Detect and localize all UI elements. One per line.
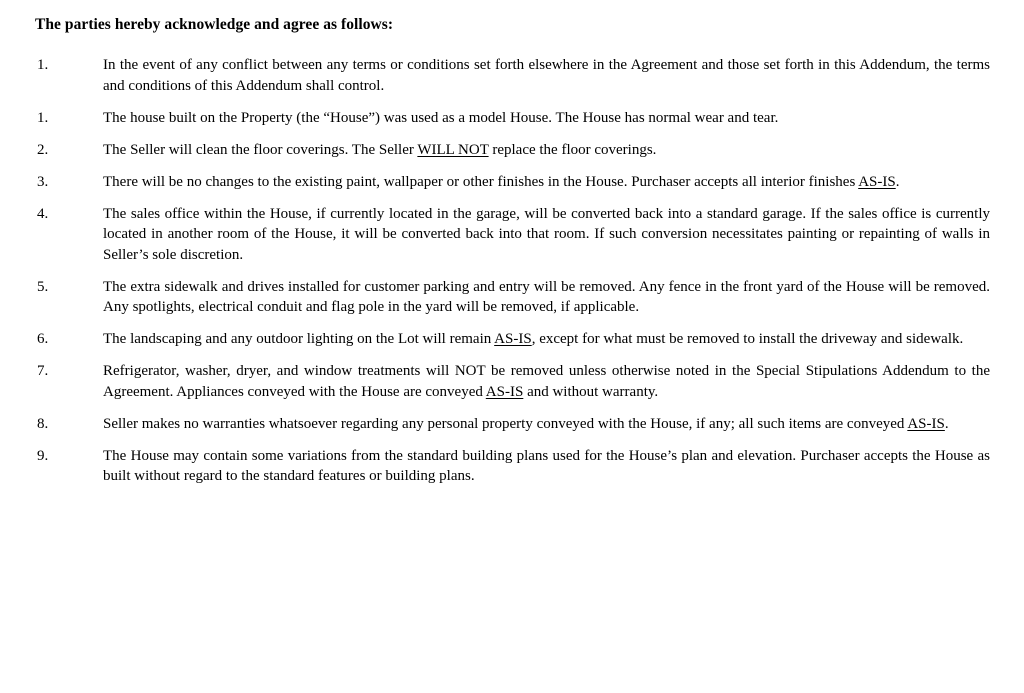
clause-number: 2.	[37, 141, 49, 158]
clause-list	[0, 55, 1024, 498]
clause-text: The House may contain some variations from the standard building plans used for the House’s plan and elevation. Purchaser accepts the House as built without regard to the standard features or building plans.	[103, 447, 990, 484]
clause-item	[0, 55, 1024, 96]
clause-text: The sales office within the House, if currently located in the garage, will be converted back into a standard garage. If the sales office is currently located in another room of the House, it will be converted back into that room. If such conversion necessitates painting or repainting of walls in Seller’s sole discretion.	[103, 205, 990, 263]
clause-text: The landscaping and any outdoor lighting on the Lot will remain AS-IS, except for what must be removed to install the driveway and sidewalk.	[103, 331, 964, 347]
clause-text: Seller makes no warranties whatsoever regarding any personal property conveyed with the House, if any; all such items are conveyed AS-IS.	[103, 415, 949, 432]
clause-number: 7.	[37, 363, 49, 379]
clause-item	[0, 140, 1024, 161]
clause-text: Refrigerator, washer, dryer, and window treatments will NOT be removed unless otherwise noted in the Special Stipulations Addendum to the Agreement. Appliances conveyed with the House are conveyed AS-IS and without warranty.	[103, 363, 990, 400]
clause-number: 5.	[37, 278, 49, 295]
clause-text: The house built on the Property (the “House”) was used as a model House. The House has normal wear and tear.	[103, 109, 779, 126]
clause-text: The extra sidewalk and drives installed for customer parking and entry will be removed. Any fence in the front yard of the House will be removed. Any spotlights, electrical conduit and flag pole in the yard will be removed, if applicable.	[103, 278, 990, 315]
page-title: The parties hereby acknowledge and agree as follows:	[35, 16, 394, 33]
clause-item	[0, 329, 1024, 350]
clause-number: 9.	[37, 447, 49, 464]
clause-number: 4.	[37, 205, 49, 222]
clause-item	[0, 414, 1024, 435]
clause-item	[0, 446, 1024, 487]
clause-number: 3.	[37, 173, 49, 190]
clause-number: 6.	[37, 331, 49, 347]
clause-text: There will be no changes to the existing paint, wallpaper or other finishes in the House. Purchaser accepts all interior finishes AS-IS.	[103, 173, 900, 190]
clause-number: 8.	[37, 415, 49, 432]
clause-number: 1.	[37, 57, 49, 73]
clause-text: The Seller will clean the floor coverings. The Seller WILL NOT replace the floor coverings.	[103, 141, 657, 158]
clause-item	[0, 204, 1024, 266]
clause-text: In the event of any conflict between any terms or conditions set forth elsewhere in the Agreement and those set forth in this Addendum, the terms and conditions of this Addendum shall control.	[103, 57, 990, 94]
clause-item	[0, 108, 1024, 129]
clause-item	[0, 277, 1024, 318]
clause-item	[0, 172, 1024, 193]
clause-number: 1.	[37, 109, 49, 126]
clause-item	[0, 361, 1024, 402]
